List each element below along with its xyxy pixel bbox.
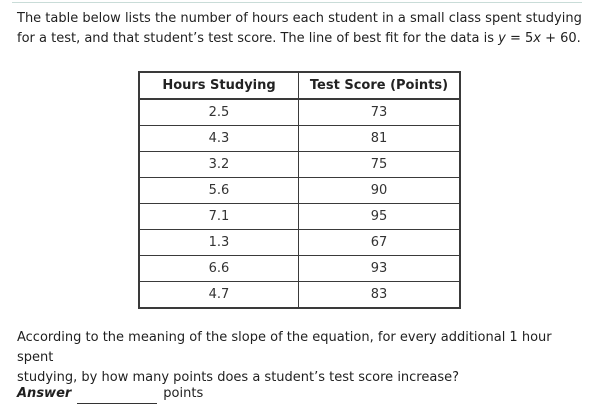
problem-intro bbox=[17, 9, 582, 49]
hours-cell: 6.6 bbox=[139, 256, 299, 282]
table-row bbox=[139, 282, 460, 309]
score-cell: 81 bbox=[299, 126, 461, 152]
table-row bbox=[139, 256, 460, 282]
score-cell: 67 bbox=[299, 230, 461, 256]
equation-suffix: + 60. bbox=[540, 31, 581, 46]
equation-mid: = 5 bbox=[505, 31, 534, 46]
question-text bbox=[17, 328, 587, 388]
top-divider bbox=[12, 2, 582, 3]
hours-cell: 2.5 bbox=[139, 99, 299, 126]
table-row bbox=[139, 126, 460, 152]
hours-score-table bbox=[138, 71, 461, 309]
answer-label: Answer bbox=[17, 386, 72, 401]
answer-input[interactable] bbox=[77, 389, 157, 404]
score-cell: 95 bbox=[299, 204, 461, 230]
intro-line-2: for a test, and that student’s test score. The line of best fit for the data is bbox=[17, 31, 499, 46]
score-cell: 75 bbox=[299, 152, 461, 178]
score-cell: 90 bbox=[299, 178, 461, 204]
score-cell: 93 bbox=[299, 256, 461, 282]
score-cell: 83 bbox=[299, 282, 461, 309]
hours-cell: 1.3 bbox=[139, 230, 299, 256]
hours-cell: 5.6 bbox=[139, 178, 299, 204]
question-line-2: studying, by how many points does a student’s test score increase? bbox=[17, 370, 460, 385]
hours-cell: 4.7 bbox=[139, 282, 299, 309]
table-row bbox=[139, 99, 460, 126]
equation-y: y bbox=[498, 31, 506, 46]
table-row bbox=[139, 152, 460, 178]
question-line-1: According to the meaning of the slope of the equation, for every additional 1 hour spent bbox=[17, 330, 552, 365]
table-row bbox=[139, 230, 460, 256]
answer-row bbox=[17, 384, 203, 404]
table-row bbox=[139, 204, 460, 230]
table-header-row bbox=[139, 72, 460, 99]
hours-cell: 7.1 bbox=[139, 204, 299, 230]
score-cell: 73 bbox=[299, 99, 461, 126]
equation-x: x bbox=[533, 31, 541, 46]
intro-line-1: The table below lists the number of hours each student in a small class spent studying bbox=[17, 11, 582, 26]
header-hours-studying: Hours Studying bbox=[139, 72, 299, 99]
answer-unit: points bbox=[163, 386, 204, 401]
hours-cell: 4.3 bbox=[139, 126, 299, 152]
header-test-score: Test Score (Points) bbox=[299, 72, 461, 99]
hours-cell: 3.2 bbox=[139, 152, 299, 178]
table-row bbox=[139, 178, 460, 204]
